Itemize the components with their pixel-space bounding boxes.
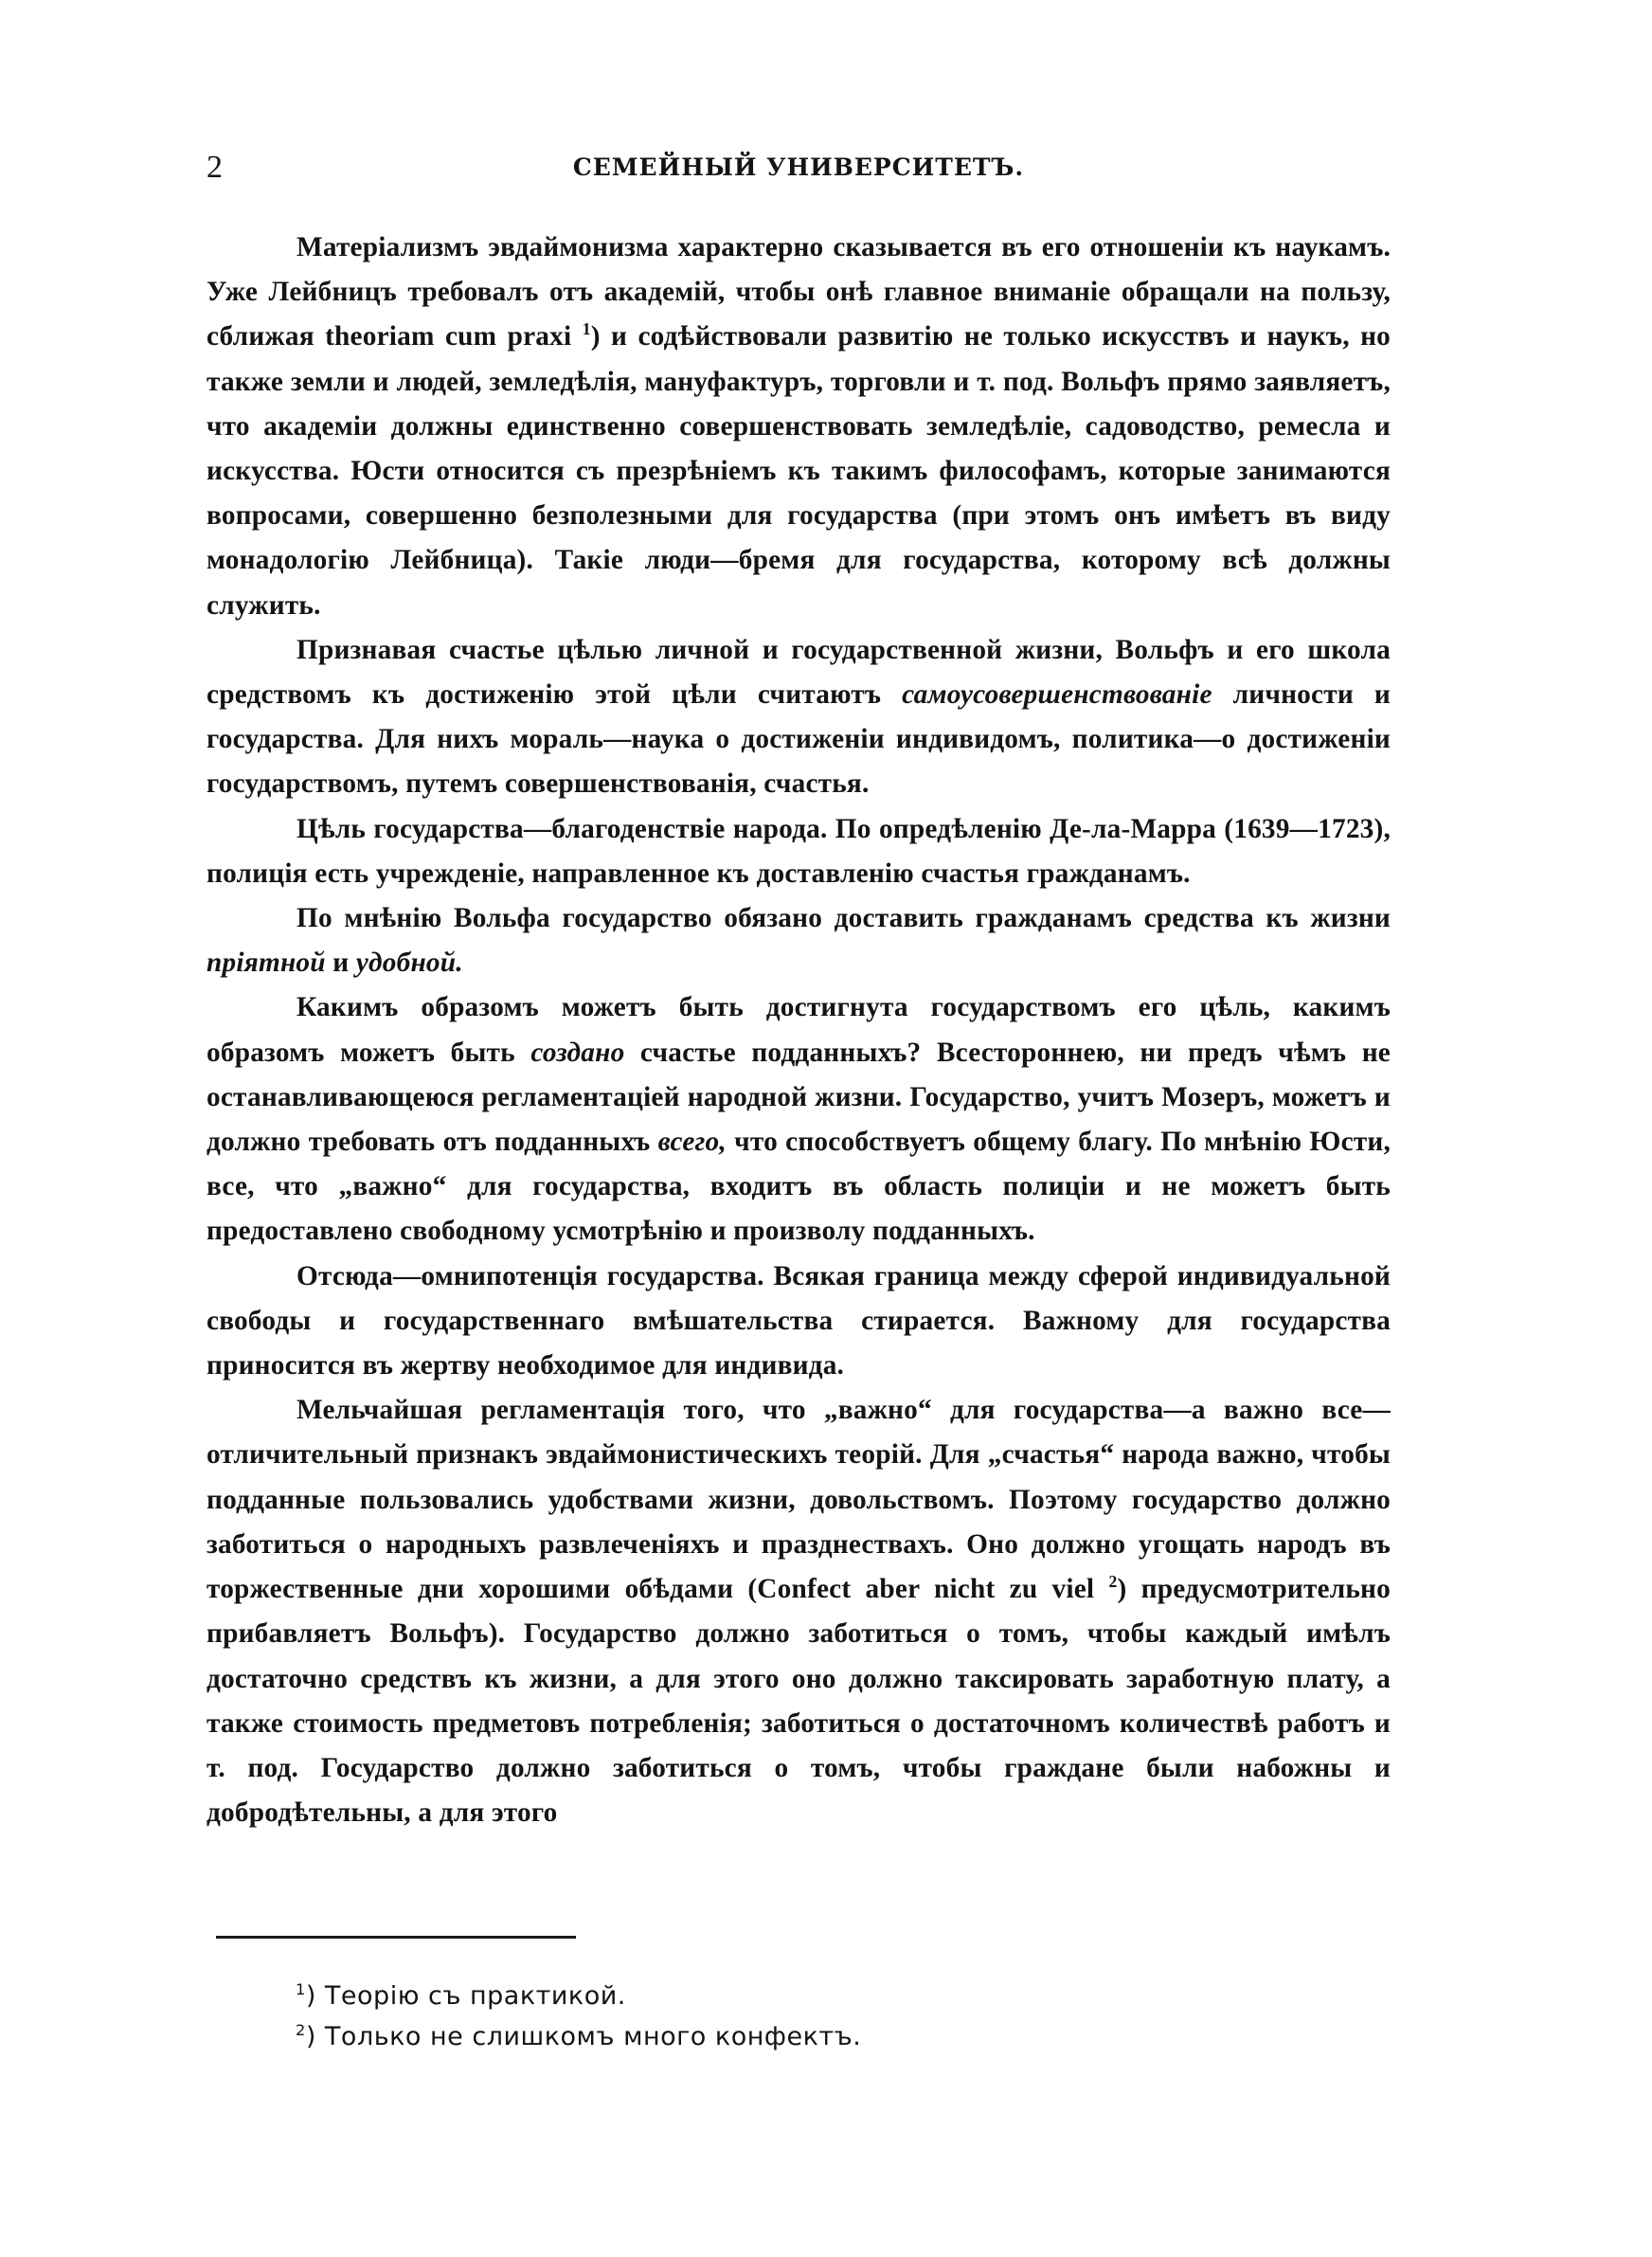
paragraph-2 [206,628,1391,807]
paragraph-5 [206,985,1391,1254]
footnote-text: ) Только не слишкомъ много конфектъ. [305,2022,862,2051]
paragraph-3 [206,807,1391,896]
footnote-1 [296,1976,1243,2016]
paragraph-text: ) и содѣйствовали развитію не только искусствъ и наукъ, но также земли и людей, земледѣлія, мануфактуръ, торговли и т. под. Вольфъ прямо заявляетъ, что академіи должны единственно совершенствовать земледѣліе, садоводство, ремесла и искусства. Юсти относится съ презрѣніемъ къ такимъ философамъ, которые занимаются вопросами, совершенно безполезными для государства (при этомъ онъ имѣетъ въ виду монадологію Лейбница). Такіе люди—бремя для государства, которому всѣ должны служить. [206,321,1392,621]
footnote-marker: 1 [296,1980,306,1998]
emphasis-text: создано [530,1037,625,1068]
emphasis-text: пріятной [206,948,326,979]
page-number: 2 [206,150,223,185]
paragraph-text: личности и государства. Для нихъ мораль—наука о достиженіи индивидомъ, политика—о достиженіи государствомъ, путемъ совершенствованія, счастья. [206,679,1391,800]
paragraph-text: Мельчайшая регламентація того, что „важно“ для государства—а важно все—отличительный признакъ эвдаймонистическихъ теорій. Для „счастья“ народа важно, чтобы подданные пользовались удобствами жизни, довольствомъ. Поэтому государство должно заботиться о народныхъ развлеченіяхъ и празднествахъ. Оно должно угощать народъ въ торжественные дни хорошими обѣдами (Confect aber nicht zu viel [206,1395,1391,1605]
paragraph-text: Какимъ образомъ можетъ быть достигнута государствомъ его цѣль, какимъ образомъ можетъ быть [206,992,1391,1068]
emphasis-text: всего, [657,1127,727,1158]
footnotes [296,1976,1243,2057]
paragraph-text: Матеріализмъ эвдаймонизма характерно сказывается въ его отношеніи къ наукамъ. Уже Лейбницъ требовалъ отъ академій, чтобы онѣ главное вниманіе обращали на пользу, сближая theoriam cum praxi [206,232,1391,352]
running-head [206,150,1391,188]
paragraph-text: По мнѣнію Вольфа государство обязано доставить гражданамъ средства къ жизни [296,903,1391,934]
paragraph-text: счастье подданныхъ? Всестороннею, ни предъ чѣмъ не останавливающеюся регламентаціей народной жизни. Государство, учитъ Мозеръ, можетъ и должно требовать отъ подданныхъ [206,1037,1391,1158]
emphasis-text: удобной. [355,948,463,979]
paragraph-text: Признавая счастье цѣлью личной и государственной жизни, Вольфъ и его школа средствомъ къ достиженію этой цѣли считаютъ [206,634,1391,711]
footnote-2 [296,2016,1243,2057]
footnote-ref: 2 [1108,1572,1118,1592]
footnote-text: ) Теорію съ практикой. [305,1981,626,2011]
emphasis-text: самоусовершенствованіе [902,679,1212,711]
paragraph-text: Отсюда—омнипотенція государства. Всякая граница между сферой индивидуальной свободы и государственнаго вмѣшательства стирается. Важному для государства приносится въ жертву необходимое для индивида. [206,1260,1391,1381]
footnote-ref: 1 [582,319,591,339]
paragraph-text: и [325,948,356,979]
paragraph-text: Цѣль государства—благоденствіе народа. По опредѣленію Де-ла-Марра (1639—1723), полиція есть учрежденіе, направленное къ доставленію счастья гражданамъ. [206,813,1391,889]
footnote-divider [216,1936,576,1939]
paragraph-text: что способствуетъ общему благу. По мнѣнію Юсти, все, что „важно“ для государства, входитъ въ область полиціи и не можетъ быть предоставлено свободному усмотрѣнію и произволу подданныхъ. [206,1127,1391,1247]
paragraph-6 [206,1255,1391,1389]
paragraph-4 [206,896,1391,985]
paragraph-7 [206,1388,1391,1835]
body-text [206,226,1391,1835]
footnote-marker: 2 [296,2021,306,2039]
paragraph-text: ) предусмотрительно прибавляетъ Вольфъ). Государство должно заботиться о томъ, чтобы каждый имѣлъ достаточно средствъ къ жизни, а для этого оно должно таксировать заработную плату, а также стоимость предметовъ потребленія; заботиться о достаточномъ количествѣ работъ и т. под. Государство должно заботиться о томъ, чтобы граждане были набожны и добродѣтельны, а для этого [206,1574,1391,1829]
running-title: СЕМЕЙНЫЙ УНИВЕРСИТЕТЪ. [572,153,1025,181]
paragraph-1 [206,226,1391,628]
